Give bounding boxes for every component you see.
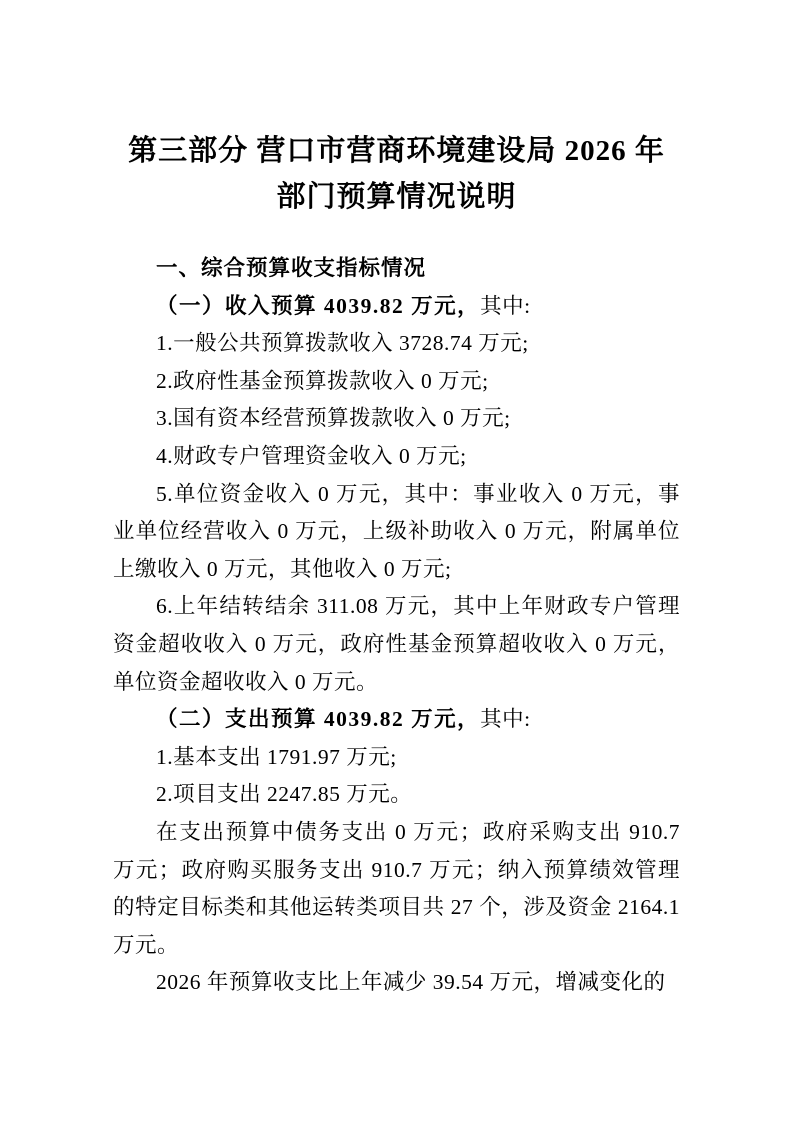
income-item-2: 2.政府性基金预算拨款收入 0 万元; [156, 368, 489, 393]
expenditure-heading-lead: （二）支出预算 4039.82 万元， [156, 707, 481, 732]
expenditure-heading-suffix: 其中: [480, 707, 531, 732]
section-heading: 一、综合预算收支指标情况 [156, 256, 427, 280]
document-body [113, 250, 680, 1002]
income-item-4: 4.财政专户管理资金收入 0 万元; [156, 443, 467, 468]
document-title-line1: 第三部分 营口市营商环境建设局 2026 年 [128, 135, 665, 167]
document-title-line2: 部门预算情况说明 [276, 181, 517, 213]
expenditure-item-2: 2.项目支出 2247.85 万元。 [156, 782, 413, 807]
expenditure-heading [113, 701, 680, 739]
closing-paragraph-1: 在支出预算中债务支出 0 万元；政府采购支出 910.7 万元；政府购买服务支出 910.7 万元；纳入预算绩效管理的特定目标类和其他运转类项目共 27 个，涉及资金 2164.1 万元。 [113, 819, 680, 957]
closing-paragraph-2: 2026 年预算收支比上年减少 39.54 万元，增减变化的 [156, 970, 666, 995]
income-heading-lead: （一）收入预算 4039.82 万元， [156, 293, 481, 318]
income-item-6: 6.上年结转结余 311.08 万元，其中上年财政专户管理资金超收收入 0 万元，政府性基金预算超收收入 0 万元，单位资金超收收入 0 万元。 [113, 594, 680, 694]
income-heading [113, 288, 680, 326]
document-title [113, 128, 680, 220]
income-heading-suffix: 其中: [480, 293, 531, 318]
income-item-5: 5.单位资金收入 0 万元，其中：事业收入 0 万元，事业单位经营收入 0 万元，上级补助收入 0 万元，附属单位上缴收入 0 万元，其他收入 0 万元; [113, 481, 680, 581]
income-item-3: 3.国有资本经营预算拨款收入 0 万元; [156, 406, 511, 431]
income-item-1: 1.一般公共预算拨款收入 3728.74 万元; [156, 331, 529, 356]
expenditure-item-1: 1.基本支出 1791.97 万元; [156, 744, 397, 769]
